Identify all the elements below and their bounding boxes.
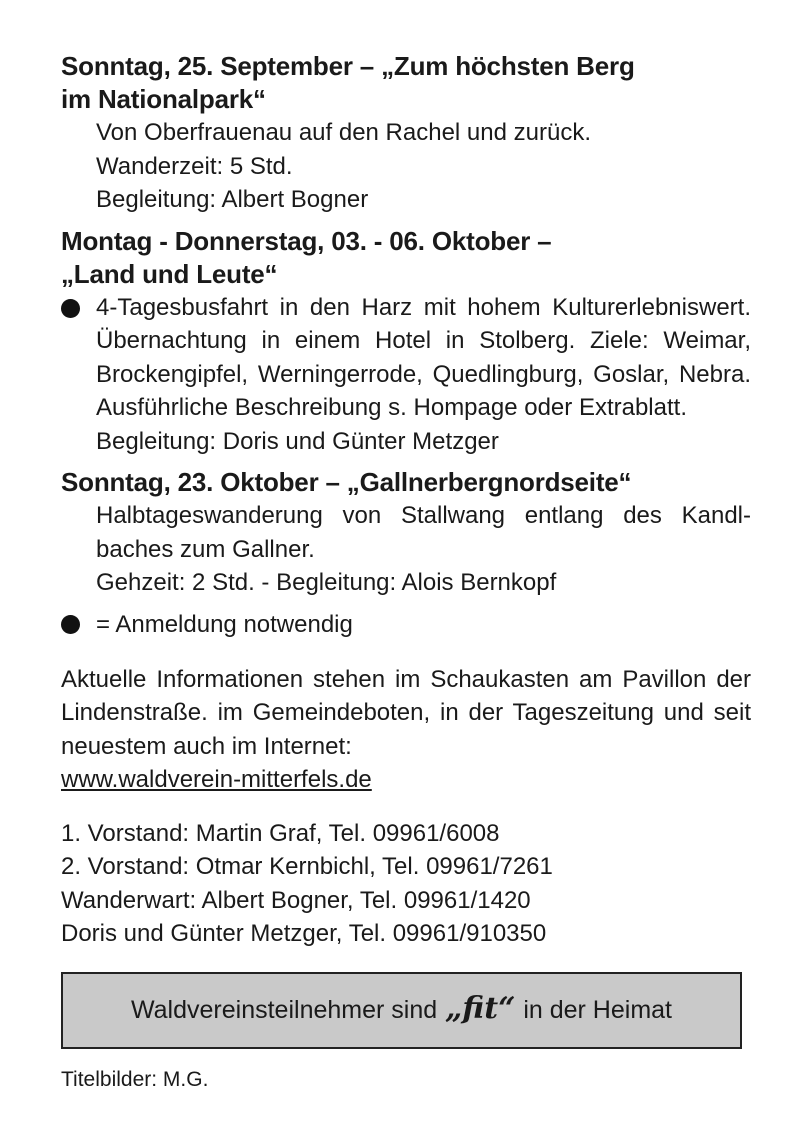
contact-line: Wanderwart: Albert Bogner, Tel. 09961/1420 — [61, 886, 531, 914]
legend-text: = Anmeldung notwendig — [96, 610, 353, 638]
event-title: Montag - Donnerstag, 03. - 06. Oktober – „Land und Leute“ — [61, 225, 552, 289]
event-description: 4-Tagesbusfahrt in den Harz mit hohem Kulturerlebniswert. Übernachtung in einem Hotel in Stolberg. Ziele: Weimar, Brockengipfel, Werningerrode, Quedlingburg, Goslar, Nebra. Ausführliche Beschreibung s. Hompage oder Extrablatt. — [96, 293, 751, 421]
info-text: Aktuelle Informationen stehen im Schaukasten am Pavillon der Lindenstraße. im Gemeindeboten, in der Tageszeitung und seit neuestem auch im Internet: — [61, 665, 751, 760]
event-harz — [61, 225, 751, 459]
event-rachel — [61, 50, 751, 217]
contact-line: 1. Vorstand: Martin Graf, Tel. 09961/6008 — [61, 819, 500, 847]
page-content — [61, 50, 751, 951]
slogan-text-before: Waldvereinsteilnehmer sind — [130, 996, 438, 1024]
registration-required-bullet-icon — [61, 299, 80, 318]
slogan-text-after: in der Heimat — [523, 996, 672, 1024]
legend — [61, 608, 751, 641]
event-details: Von Oberfrauenau auf den Rachel und zurück. Wanderzeit: 5 Std. Begleitung: Albert Bogner — [96, 119, 591, 213]
event-escort: Gehzeit: 2 Std. - Begleitung: Alois Bernkopf — [96, 569, 557, 596]
event-title: Sonntag, 25. September – „Zum höchsten Berg im Nationalpark“ — [61, 51, 635, 114]
contact-list — [61, 817, 751, 951]
event-title: Sonntag, 23. Oktober – „Gallnerbergnordseite“ — [61, 467, 632, 497]
contact-line: 2. Vorstand: Otmar Kernbichl, Tel. 09961/7261 — [61, 853, 553, 880]
info-paragraph — [61, 663, 751, 797]
slogan-fit: „fit“ — [445, 991, 516, 1026]
event-gallner — [61, 466, 751, 600]
event-details — [61, 291, 751, 459]
photo-credit: Titelbilder: M.G. — [61, 1068, 209, 1091]
event-escort: Begleitung: Doris und Günter Metzger — [96, 427, 499, 455]
website-link[interactable]: www.waldverein-mitterfels.de — [61, 766, 372, 793]
bullet-icon — [61, 615, 80, 634]
event-description: Halbtageswanderung von Stallwang entlang des Kandlbaches zum Gallner. — [96, 502, 751, 563]
contact-line: Doris und Günter Metzger, Tel. 09961/910350 — [61, 920, 547, 947]
slogan-banner — [61, 972, 742, 1049]
